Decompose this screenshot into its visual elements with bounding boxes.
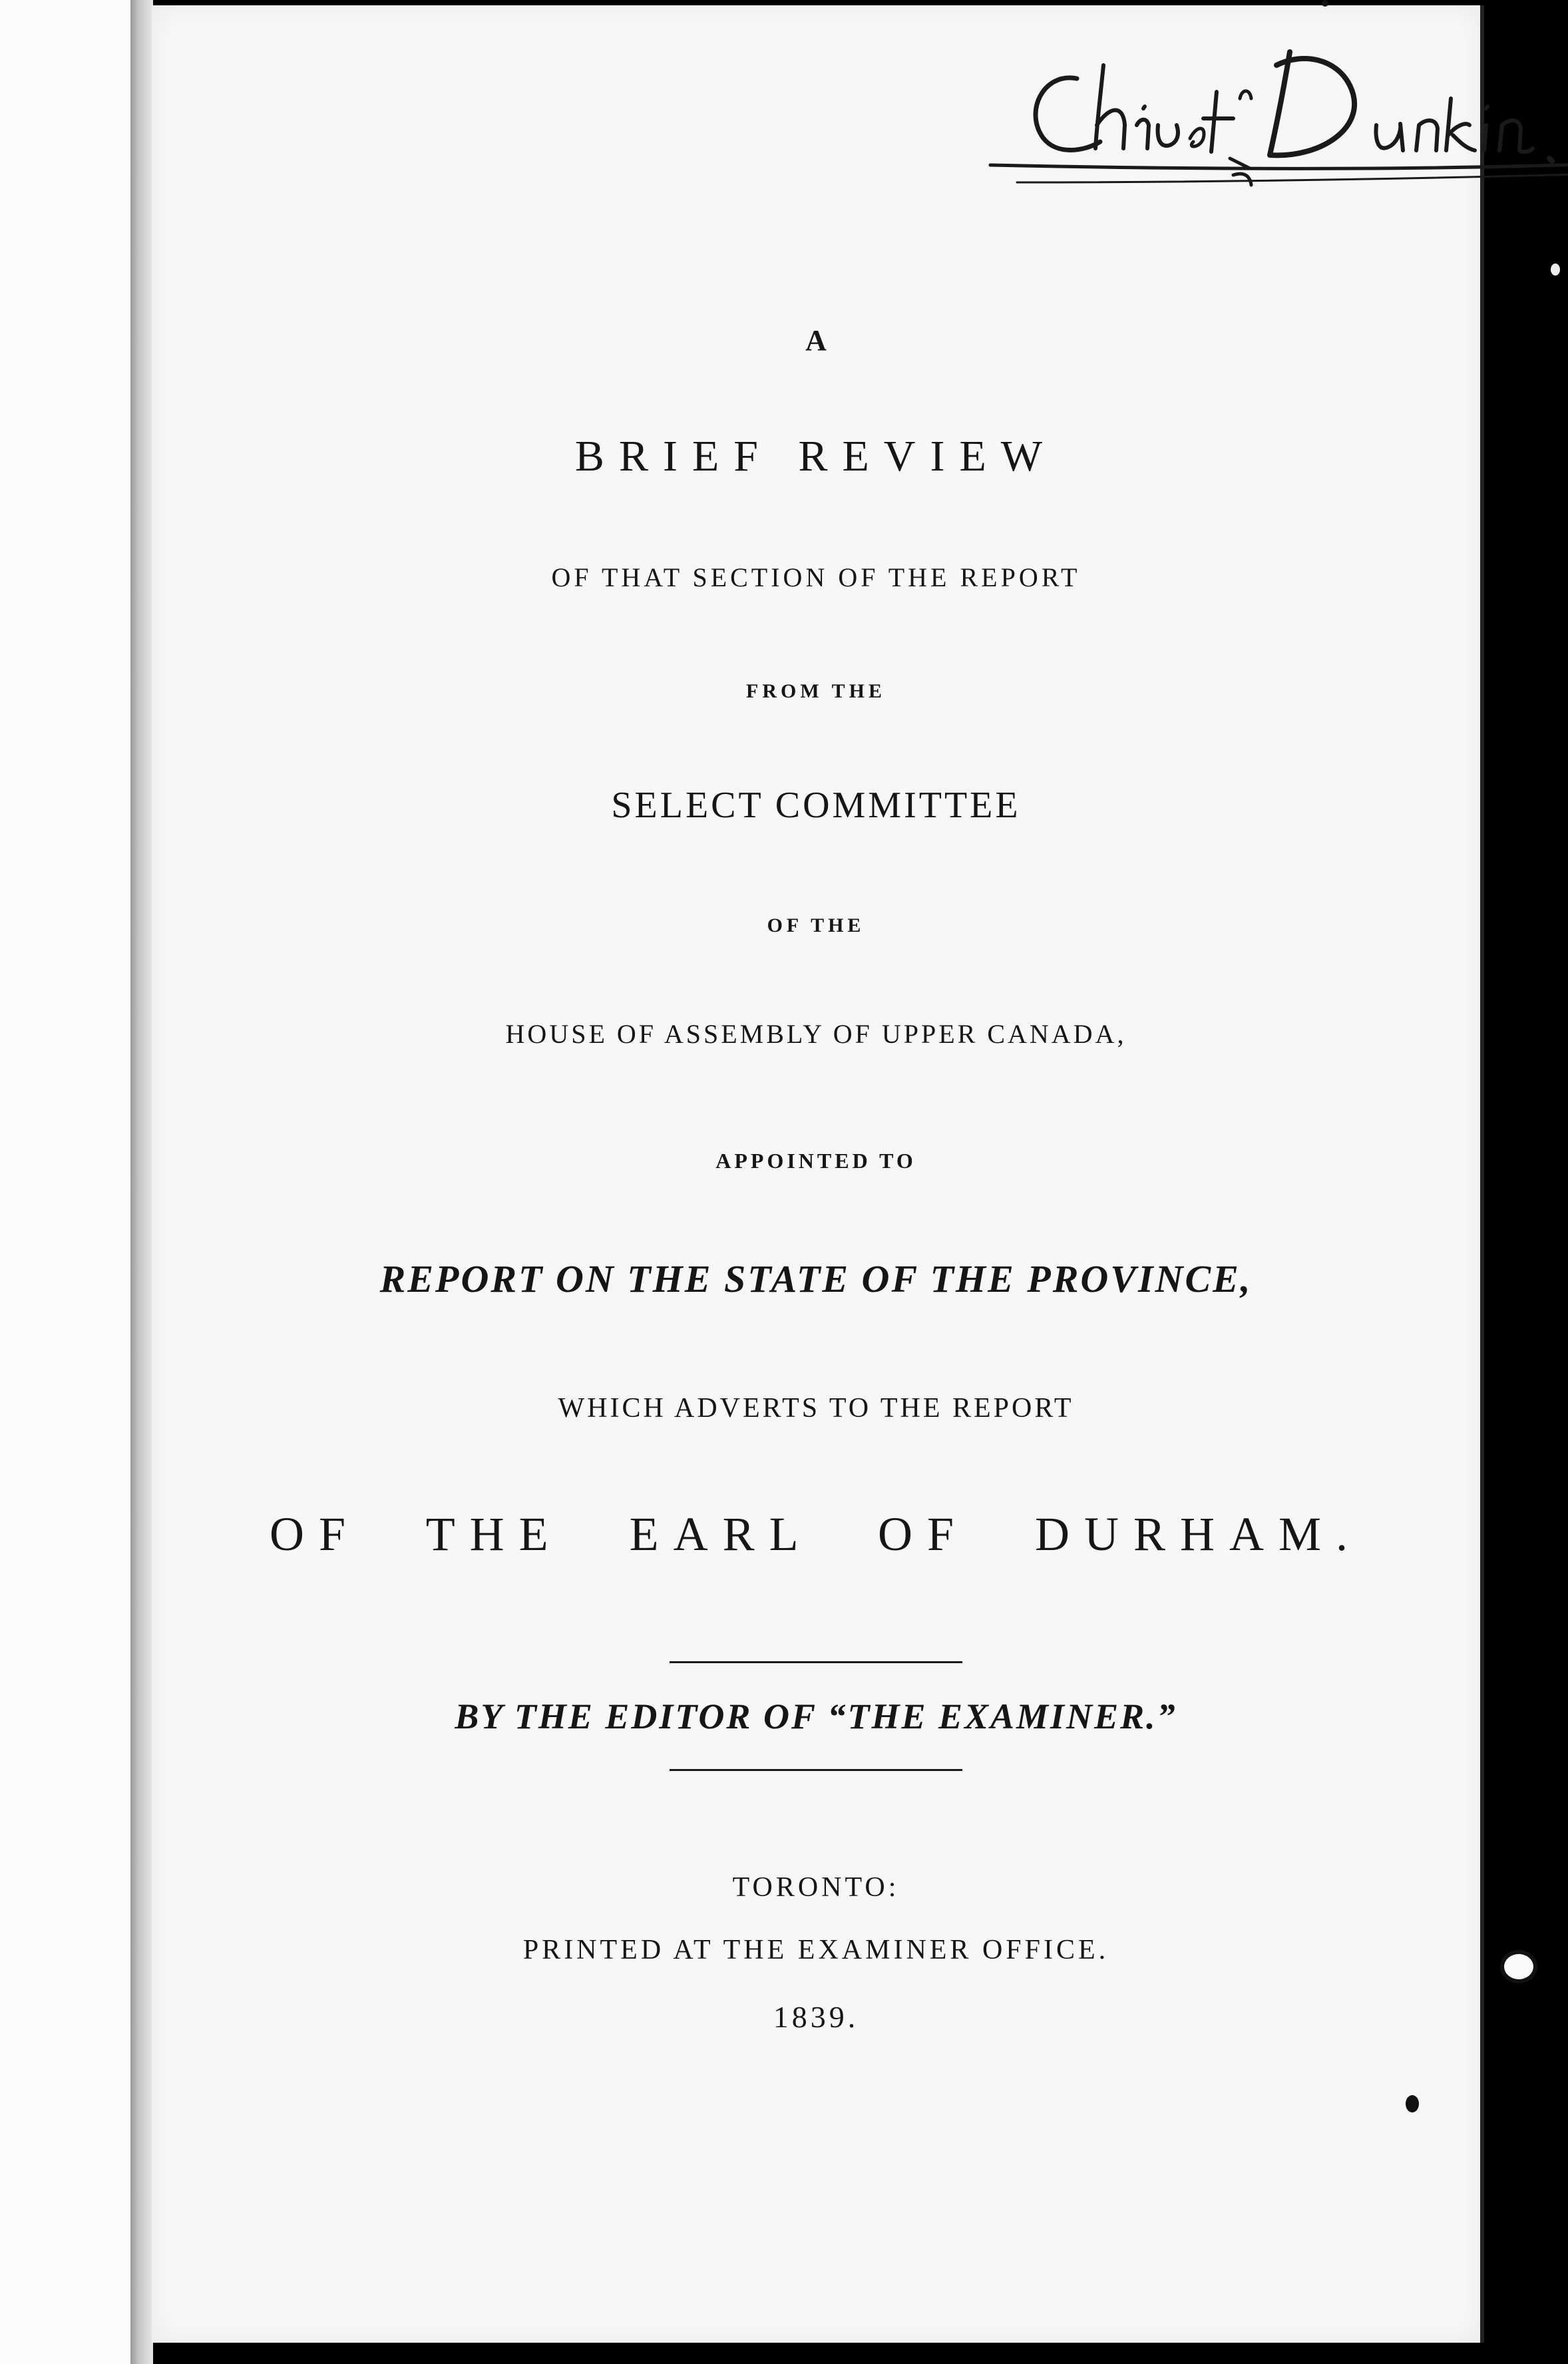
title-article: A <box>805 324 827 357</box>
title-line-which: WHICH ADVERTS TO THE REPORT <box>558 1393 1074 1424</box>
paper-speck <box>1551 264 1560 276</box>
divider-rule-top <box>670 1661 962 1663</box>
title-line-report: REPORT ON THE STATE OF THE PROVINCE, <box>379 1257 1253 1300</box>
gutter-shadow <box>130 0 153 2364</box>
author-line: BY THE EDITOR OF “THE EXAMINER.” <box>455 1696 1177 1736</box>
title-line-committee: SELECT COMMITTEE <box>611 785 1021 826</box>
ink-speck <box>1406 2095 1419 2112</box>
title-line-earl: OF THE EARL OF DURHAM. <box>269 1507 1363 1561</box>
title-line-of-the: OF THE <box>767 914 865 936</box>
imprint-printer: PRINTED AT THE EXAMINER OFFICE. <box>522 1935 1109 1965</box>
title-line-section: OF THAT SECTION OF THE REPORT <box>551 562 1081 592</box>
title-page <box>152 5 1484 2343</box>
main-title: BRIEF REVIEW <box>574 432 1058 481</box>
title-line-from: FROM THE <box>746 680 886 702</box>
ink-blot <box>1500 1950 1537 1983</box>
facing-page-edge <box>0 0 130 2364</box>
imprint-place: TORONTO: <box>732 1872 900 1903</box>
title-line-appointed: APPOINTED TO <box>715 1149 916 1173</box>
divider-rule-bottom <box>670 1769 962 1771</box>
handwritten-signature <box>977 25 1568 225</box>
ink-speck-top <box>1322 0 1328 7</box>
imprint-year: 1839. <box>773 2000 859 2034</box>
title-line-house: HOUSE OF ASSEMBLY OF UPPER CANADA, <box>505 1019 1127 1049</box>
